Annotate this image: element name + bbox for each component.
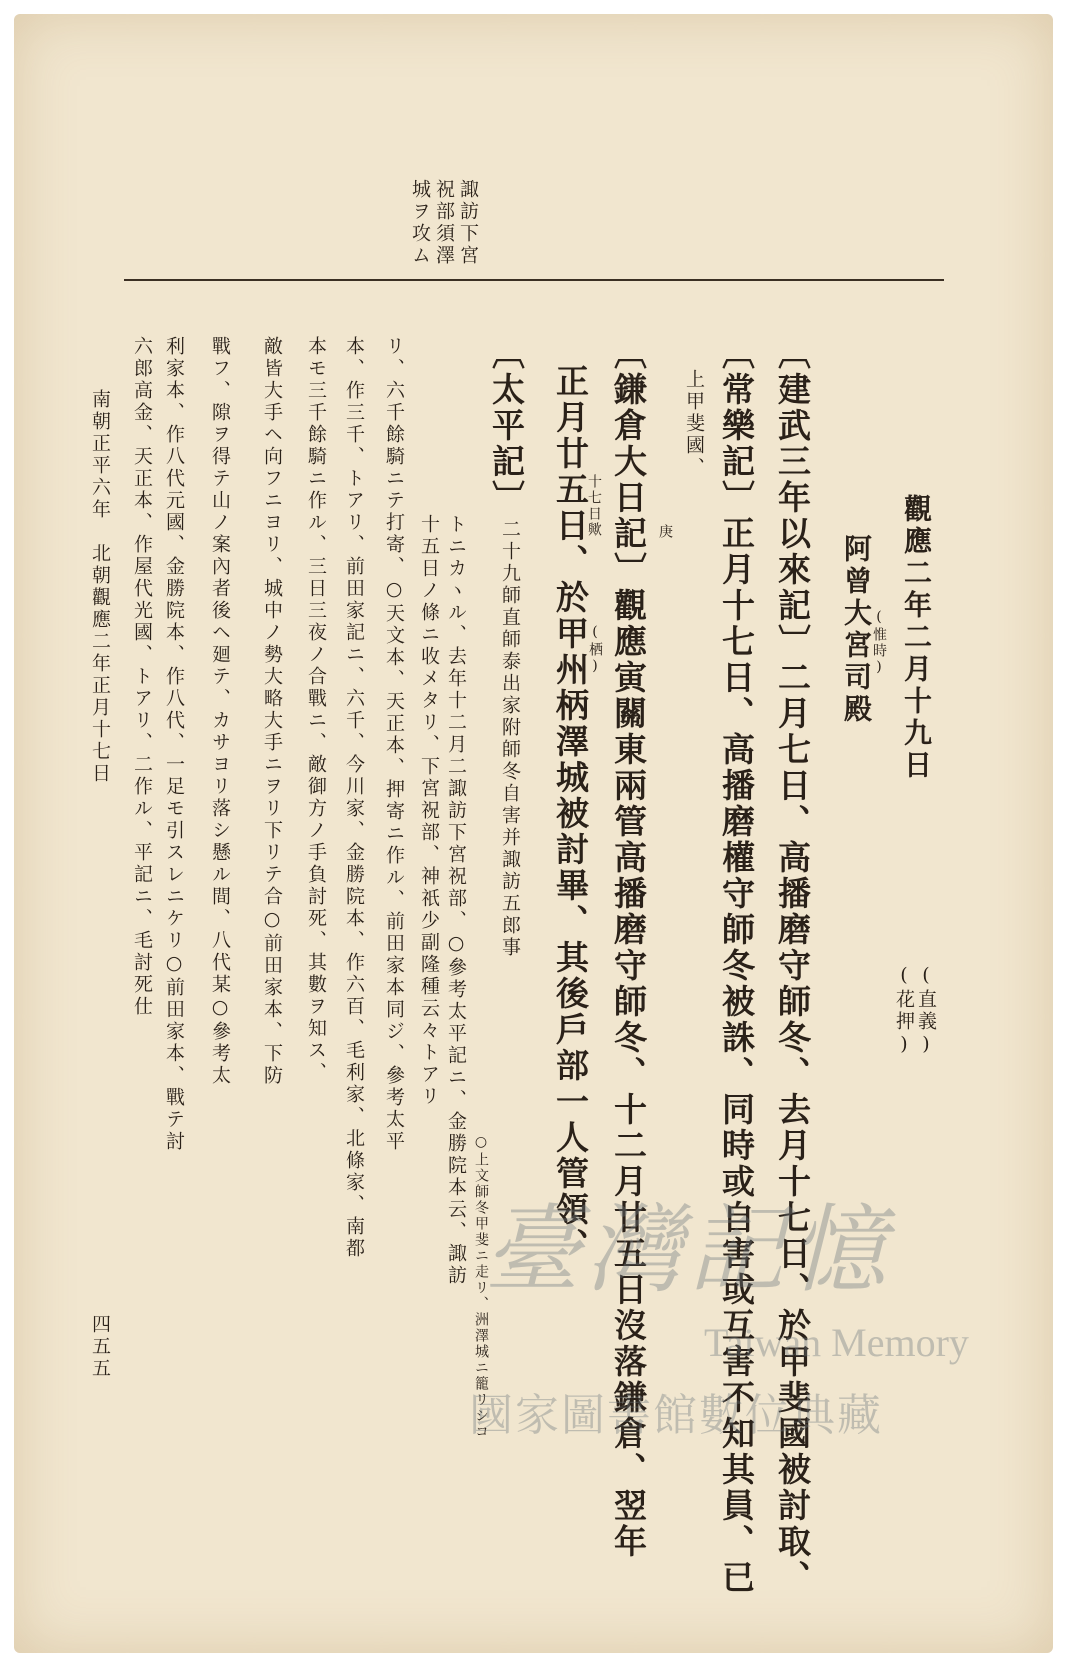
taiheiki-line-2: 十五日ノ條ニ收メタリ、下宮祝部、神祇少副隆種云々トアリ [418,514,440,1108]
watermark-english: Taiwan Memory [704,1320,969,1365]
taiheiki-line-1: トニカヽル、去年十二月二諏訪下宮祝部、○參考太平記ニ、金勝院本云、諏訪 [445,514,467,1287]
taiheiki-chapter-title: 二十九師直師泰出家附師冬自害并諏訪五郎事 [499,519,521,959]
watermark-institution: 國家圖書館數位典藏 [469,1390,883,1441]
entry-jorakuki-cont: 上甲斐國、 [683,369,705,479]
footer-period: 南朝正平六年 北朝觀應二年正月十七日 [89,389,111,785]
addressee-note: (惟時) [871,609,887,677]
taiheiki-chapter-note: ○上文師冬甲斐ニ走リ、洲澤城ニ籠リシコ [473,1134,489,1440]
signature: (花押) [893,964,915,1058]
entry-jorakuki: 〔常樂記〕正月十七日、高播磨權守師冬被誅、同時或自害或互害不知其員、已 [717,336,756,1596]
taiheiki-line-9: 六郎高金、天正本、作屋代光國、トアリ、二作ル、平記ニ、毛討死仕 [131,336,153,1018]
document-page [14,14,1053,1653]
margin-note-line-1: 諏訪下宮 [457,179,479,267]
taiheiki-line-5: 本モ三千餘騎ニ作ル、三日三夜ノ合戰ニ、敵御方ノ手負討死、其數ヲ知ス、 [305,336,327,1084]
section-rule [124,279,944,281]
taiheiki-line-7: 戰フ、隙ヲ得テ山ノ案內者後ヘ廻テ、カサヨリ落シ懸ル間、八代某○參考太 [209,336,231,1087]
date-note: 十七日歟 [586,474,602,538]
place-note: (栖) [587,624,603,676]
entry-kenmu-ki: 〔建武三年以來記〕二月七日、高播磨守師冬、去月十七日、於甲斐國被討取、 [773,336,812,1596]
taiheiki-line-6: 敵皆大手ヘ向フニヨリ、城中ノ勢大略大手ニヲリ下リテ合○前田家本、下防 [261,336,283,1087]
taiheiki-line-8: 利家本、作八代元國、金勝院本、作八代、一足モ引スレニケリ○前田家本、戰テ討 [163,336,185,1153]
signature-note: (直義) [915,964,937,1058]
date-header: 觀應二年二月十九日 [900,494,933,782]
taiheiki-line-3: リ、六千餘騎ニテ打寄、○天文本、天正本、押寄ニ作ル、前田家本同ジ、參考太平 [383,336,405,1153]
year-kanshi-note: 庚 [657,524,673,540]
entry-kamakura-ohiki: 〔鎌倉大日記〕觀應寅關東兩管高播磨守師冬、十二月廿五日沒落鎌倉、翌年 [609,336,648,1560]
margin-note-line-2: 祝部須澤 [433,179,455,267]
entry-kamakura-cont: 正月廿五日、於甲州柄澤城被討畢、其後戶部一人管領、 [551,364,590,1264]
taiheiki-title: 〔太平記〕 [487,336,526,516]
addressee: 阿曾大宮司殿 [840,534,873,726]
margin-note-line-3: 城ヲ攻ム [409,179,431,267]
watermark-calligraphy: 臺灣記憶 [484,1194,892,1306]
taiheiki-line-4: 本、作三千、トアリ、前田家記ニ、六千、今川家、金勝院本、作六百、毛利家、北條家、南都 [343,336,365,1260]
page-number: 四五五 [89,1314,111,1380]
